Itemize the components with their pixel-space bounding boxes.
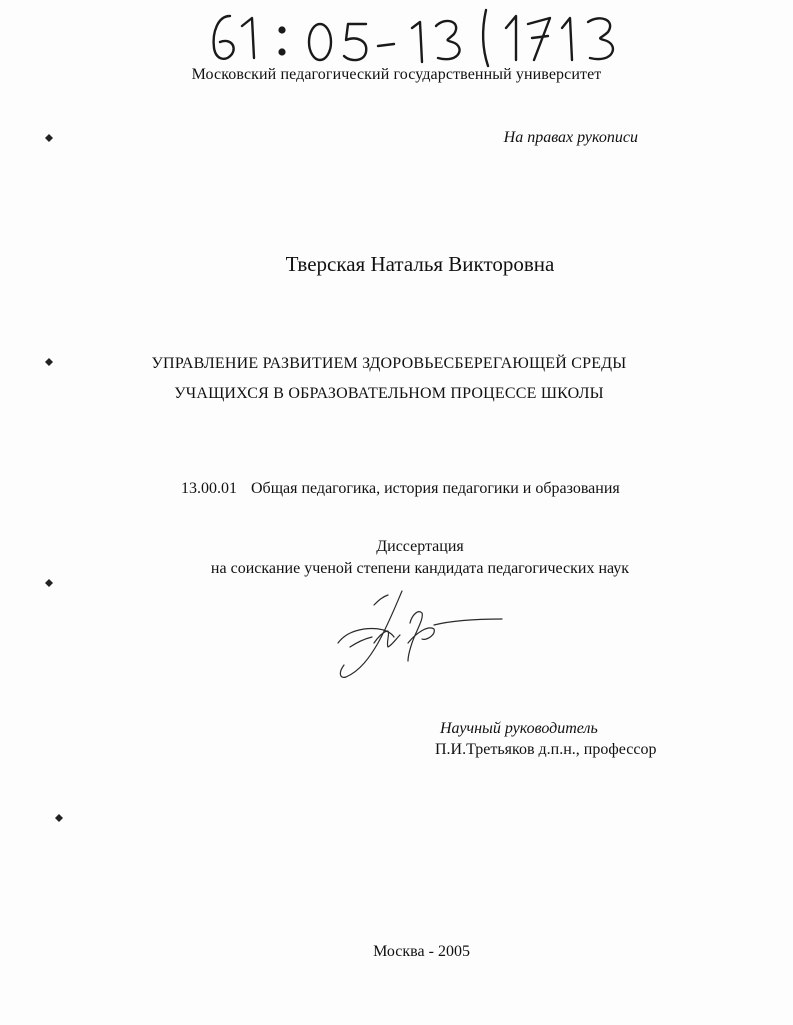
- binding-mark: [54, 813, 64, 823]
- university-name: Московский педагогический государственный университет: [191, 66, 602, 83]
- specialty: [181, 480, 620, 498]
- supervisor-name: П.И.Третьяков д.п.н., профессор: [435, 741, 657, 758]
- specialty-code: 13.00.01: [181, 480, 237, 497]
- thesis-title-line-1: УПРАВЛЕНИЕ РАЗВИТИЕМ ЗДОРОВЬЕСБЕРЕГАЮЩЕЙ СРЕДЫ: [151, 355, 627, 372]
- city-year: Москва - 2005: [373, 943, 470, 960]
- thesis-degree: на соискание ученой степени кандидата педагогических наук: [210, 560, 630, 577]
- rights-note: На правах рукописи: [503, 129, 638, 146]
- binding-mark: [44, 357, 54, 367]
- binding-mark: [44, 578, 54, 588]
- thesis-type: Диссертация: [376, 538, 464, 555]
- supervisor-label: Научный руководитель: [440, 720, 598, 737]
- binding-mark: [44, 133, 54, 143]
- author-name: Тверская Наталья Викторовна: [285, 252, 555, 276]
- handwritten-archive-code: [190, 4, 630, 70]
- specialty-name: Общая педагогика, история педагогики и образования: [251, 480, 620, 497]
- thesis-title-line-2: УЧАЩИХСЯ В ОБРАЗОВАТЕЛЬНОМ ПРОЦЕССЕ ШКОЛЫ: [174, 385, 604, 402]
- author-signature: [330, 585, 505, 680]
